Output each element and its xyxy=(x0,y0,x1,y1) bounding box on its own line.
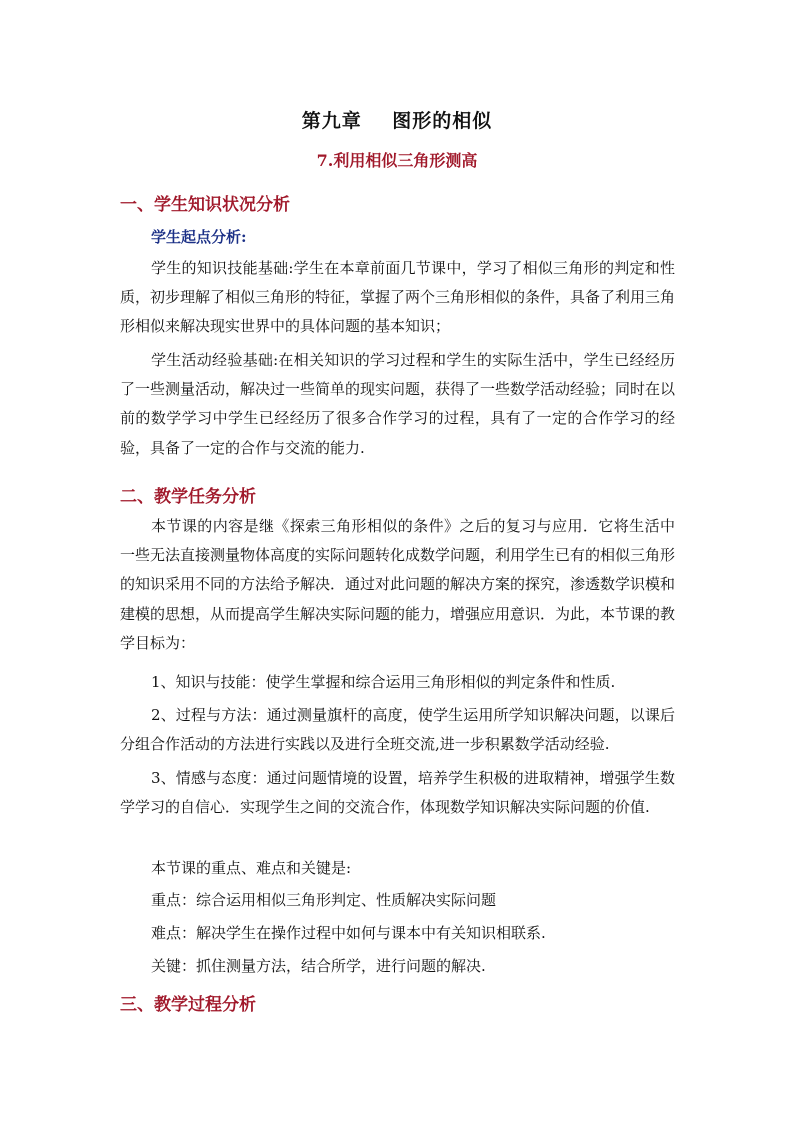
section-heading-teaching-process: 三、教学过程分析 xyxy=(120,995,256,1015)
text-difficulty: 难点：解决学生在操作过程中如何与课本中有关知识相联系. xyxy=(151,924,546,942)
paragraph-knowledge-base: 学生的知识技能基础:学生在本章前面几节课中，学习了相似三角形的判定和性质，初步理解了相似三角形的特征，掌握了两个三角形相似的条件，具备了利用三角形相似来解决现实世界中的具体问题的基本知识； xyxy=(120,259,676,336)
section-heading-teaching-task: 二、教学任务分析 xyxy=(120,487,256,507)
paragraph-activity-experience: 学生活动经验基础:在相关知识的学习过程和学生的实际生活中，学生已经经历了一些测量活动，解决过一些简单的现实问题，获得了一些数学活动经验；同时在以前的数学学习中学生已经经历了很多合作学习的过程，具有了一定的合作学习的经验，具备了一定的合作与交流的能力. xyxy=(120,351,676,457)
paragraph-goal-knowledge: 1、知识与技能：使学生掌握和综合运用三角形相似的判定条件和性质. xyxy=(151,673,616,691)
paragraph-lesson-content: 本节课的内容是继《探索三角形相似的条件》之后的复习与应用．它将生活中一些无法直接测量物体高度的实际问题转化成数学问题，利用学生已有的相似三角形的知识采用不同的方法给予解决．通过对此问题的解决方案的探究，渗透数学识模和建模的思想，从而提高学生解决实际问题的能力，增强应用意识．为此，本节课的教学目标为： xyxy=(120,517,676,652)
paragraph-goal-attitude: 3、情感与态度：通过问题情境的设置，培养学生积极的进取精神，增强学生数学学习的自信心．实现学生之间的交流合作，体现数学知识解决实际问题的价值. xyxy=(120,769,675,817)
sub-heading-starting-point: 学生起点分析: xyxy=(151,228,247,246)
section-heading-student-analysis: 一、学生知识状况分析 xyxy=(120,195,290,215)
paragraph-goal-process: 2、过程与方法：通过测量旗杆的高度，使学生运用所学知识解决问题，以课后分组合作活动的方法进行实践以及进行全班交流,进一步积累数学活动经验. xyxy=(120,706,675,754)
chapter-title: 第九章 图形的相似 xyxy=(301,110,493,132)
text-focus: 重点：综合运用相似三角形判定、性质解决实际问题 xyxy=(151,891,497,909)
lesson-title: 7.利用相似三角形测高 xyxy=(316,151,478,170)
text-key-points-intro: 本节课的重点、难点和关键是: xyxy=(151,859,352,877)
text-key: 关键：抓住测量方法，结合所学，进行问题的解决. xyxy=(151,957,486,975)
